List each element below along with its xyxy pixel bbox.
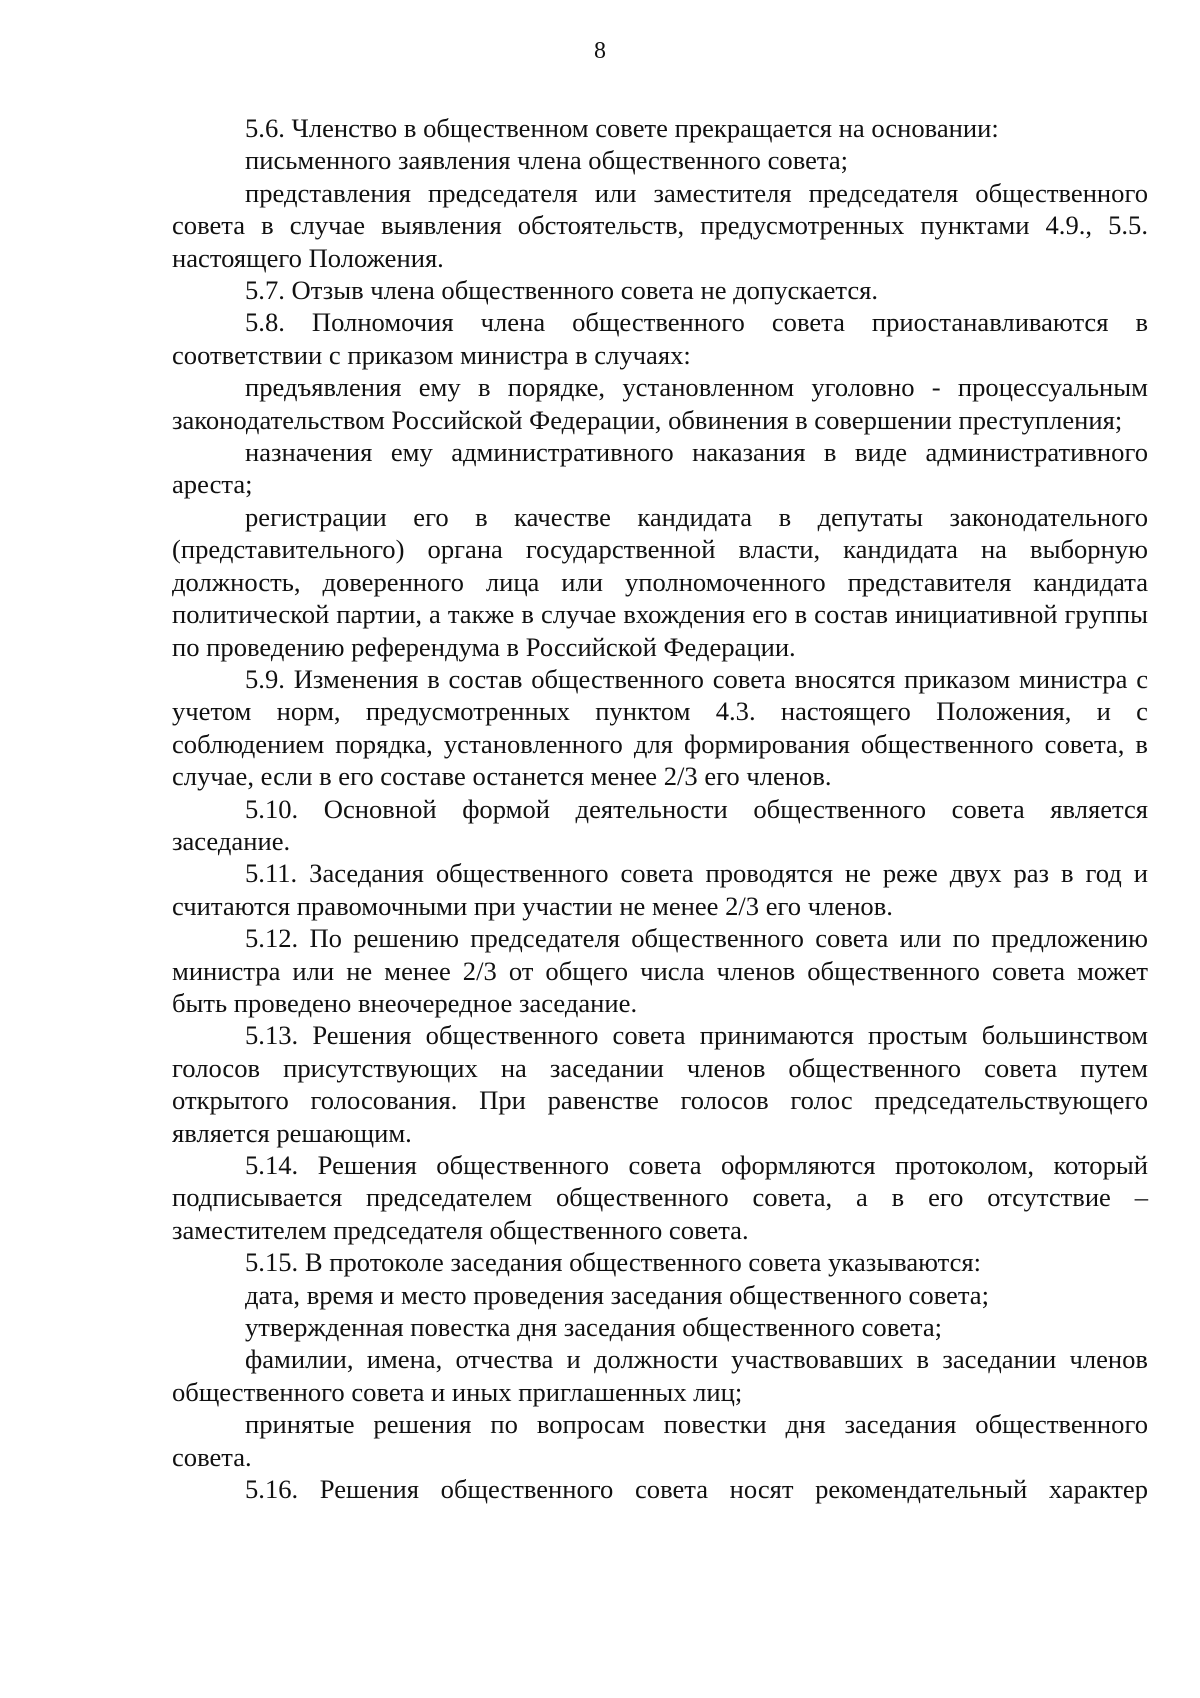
paragraph-5-14: 5.14. Решения общественного совета оформляются протоколом, который подписывается председателем общественного совета, а в его отсутствие – заместителем председателя общественного совета. (172, 1150, 1148, 1245)
paragraph-5-15-item-2: утвержденная повестка дня заседания общественного совета; (245, 1312, 943, 1343)
paragraph-5-8: 5.8. Полномочия члена общественного совета приостанавливаются в соответствии с приказом министра в случаях: (172, 307, 1148, 370)
paragraph-5-13: 5.13. Решения общественного совета принимаются простым большинством голосов присутствующих на заседании членов общественного совета путем открытого голосования. При равенстве голосов голос председательствующего является решающим. (172, 1020, 1148, 1148)
paragraph-5-8-item-2: назначения ему административного наказания в виде административного ареста; (172, 437, 1148, 500)
paragraph-5-9: 5.9. Изменения в состав общественного совета вносятся приказом министра с учетом норм, предусмотренных пунктом 4.3. настоящего Положения, и с соблюдением порядка, установленного для формирования общественного совета, в случае, если в его составе останется менее 2/3 его членов. (172, 663, 1148, 792)
paragraph-5-6-item-1: письменного заявления члена общественного совета; (245, 145, 849, 176)
document-body (172, 112, 1148, 1505)
paragraph-5-10: 5.10. Основной формой деятельности общественного совета является заседание. (172, 793, 1148, 856)
paragraph-5-11: 5.11. Заседания общественного совета проводятся не реже двух раз в год и считаются правомочными при участии не менее 2/3 его членов. (172, 858, 1148, 921)
page-number: 8 (594, 38, 606, 64)
paragraph-5-7: 5.7. Отзыв члена общественного совета не допускается. (245, 275, 879, 306)
paragraph-5-6-item-2: представления председателя или заместителя председателя общественного совета в случае выявления обстоятельств, предусмотренных пунктами 4.9., 5.5. настоящего Положения. (172, 177, 1148, 273)
paragraph-5-15: 5.15. В протоколе заседания общественного совета указываются: (245, 1247, 982, 1278)
paragraph-5-15-item-4: принятые решения по вопросам повестки дня заседания общественного совета. (172, 1409, 1148, 1472)
paragraph-5-8-item-1: предъявления ему в порядке, установленном уголовно - процессуальным законодательством Российской Федерации, обвинения в совершении преступления; (172, 372, 1148, 435)
paragraph-5-15-item-1: дата, время и место проведения заседания общественного совета; (245, 1279, 989, 1310)
paragraph-5-6: 5.6. Членство в общественном совете прекращается на основании: (245, 113, 999, 143)
paragraph-5-16: 5.16. Решения общественного совета носят рекомендательный характер (245, 1474, 1148, 1505)
paragraph-5-8-item-3: регистрации его в качестве кандидата в депутаты законодательного (представительного) органа государственной власти, кандидата на выборную должность, доверенного лица или уполномоченного представителя кандидата политической партии, а также в случае вхождения его в состав инициативной группы по проведению референдума в Российской Федерации. (172, 501, 1148, 662)
paragraph-5-12: 5.12. По решению председателя общественного совета или по предложению министра или не менее 2/3 от общего числа членов общественного совета может быть проведено внеочередное заседание. (172, 923, 1148, 1018)
paragraph-5-15-item-3: фамилии, имена, отчества и должности участвовавших в заседании членов общественного совета и иных приглашенных лиц; (172, 1344, 1148, 1407)
